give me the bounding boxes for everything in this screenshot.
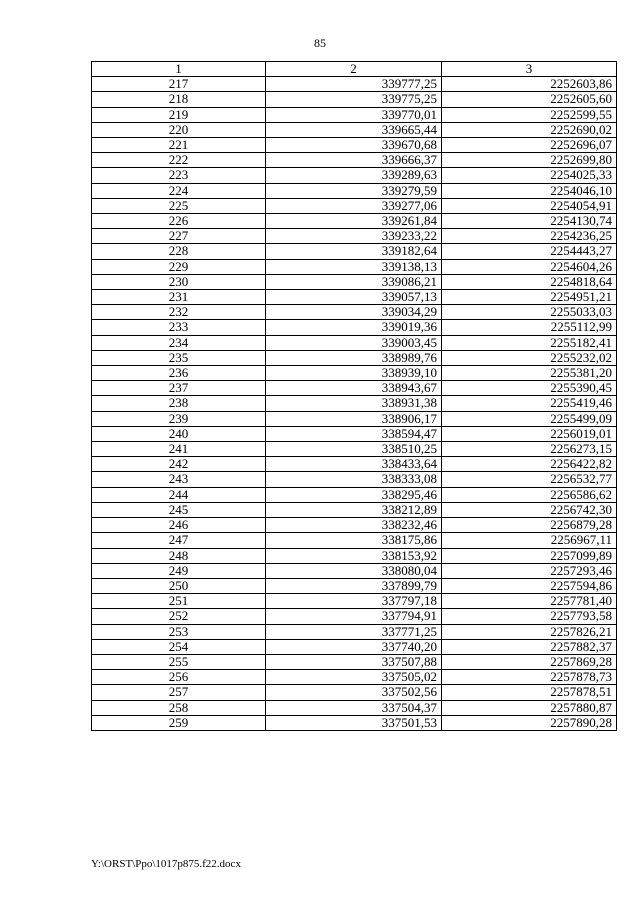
x-coordinate-cell: 338295,46	[266, 487, 442, 502]
x-coordinate-cell: 339777,25	[266, 77, 442, 92]
x-coordinate-cell: 338939,10	[266, 366, 442, 381]
y-coordinate-cell: 2252699,80	[442, 153, 617, 168]
y-coordinate-cell: 2254025,33	[442, 168, 617, 183]
x-coordinate-cell: 338080,04	[266, 563, 442, 578]
y-coordinate-cell: 2256742,30	[442, 502, 617, 517]
table-header	[92, 62, 617, 77]
x-coordinate-cell: 339233,22	[266, 229, 442, 244]
y-coordinate-cell: 2254951,21	[442, 290, 617, 305]
x-coordinate-cell: 339277,06	[266, 198, 442, 213]
y-coordinate-cell: 2252690,02	[442, 122, 617, 137]
x-coordinate-cell: 339666,37	[266, 153, 442, 168]
point-number-cell: 231	[92, 290, 266, 305]
y-coordinate-cell: 2254054,91	[442, 198, 617, 213]
y-coordinate-cell: 2255390,45	[442, 381, 617, 396]
table-row	[92, 77, 617, 92]
point-number-cell: 253	[92, 624, 266, 639]
table-row	[92, 107, 617, 122]
table-row	[92, 320, 617, 335]
x-coordinate-cell: 337504,37	[266, 700, 442, 715]
table-row	[92, 715, 617, 730]
x-coordinate-cell: 338594,47	[266, 426, 442, 441]
x-coordinate-cell: 339138,13	[266, 259, 442, 274]
x-coordinate-cell: 337797,18	[266, 594, 442, 609]
table-row	[92, 563, 617, 578]
table-row	[92, 305, 617, 320]
point-number-cell: 230	[92, 274, 266, 289]
coordinates-table	[91, 61, 617, 731]
y-coordinate-cell: 2254130,74	[442, 214, 617, 229]
point-number-cell: 229	[92, 259, 266, 274]
y-coordinate-cell: 2257793,58	[442, 609, 617, 624]
x-coordinate-cell: 339770,01	[266, 107, 442, 122]
table-row	[92, 153, 617, 168]
table-row	[92, 244, 617, 259]
y-coordinate-cell: 2256879,28	[442, 518, 617, 533]
y-coordinate-cell: 2254236,25	[442, 229, 617, 244]
y-coordinate-cell: 2256019,01	[442, 426, 617, 441]
x-coordinate-cell: 337501,53	[266, 715, 442, 730]
table-row	[92, 274, 617, 289]
table-row	[92, 366, 617, 381]
point-number-cell: 257	[92, 685, 266, 700]
column-header-1: 1	[92, 62, 266, 77]
point-number-cell: 217	[92, 77, 266, 92]
x-coordinate-cell: 339279,59	[266, 183, 442, 198]
point-number-cell: 236	[92, 366, 266, 381]
point-number-cell: 237	[92, 381, 266, 396]
table-row	[92, 700, 617, 715]
y-coordinate-cell: 2257781,40	[442, 594, 617, 609]
x-coordinate-cell: 339034,29	[266, 305, 442, 320]
point-number-cell: 227	[92, 229, 266, 244]
y-coordinate-cell: 2255419,46	[442, 396, 617, 411]
x-coordinate-cell: 339182,64	[266, 244, 442, 259]
point-number-cell: 241	[92, 442, 266, 457]
y-coordinate-cell: 2255112,99	[442, 320, 617, 335]
x-coordinate-cell: 339670,68	[266, 138, 442, 153]
point-number-cell: 248	[92, 548, 266, 563]
y-coordinate-cell: 2257890,28	[442, 715, 617, 730]
table-row	[92, 639, 617, 654]
x-coordinate-cell: 338175,86	[266, 533, 442, 548]
table-row	[92, 457, 617, 472]
header-row	[92, 62, 617, 77]
y-coordinate-cell: 2257878,73	[442, 670, 617, 685]
table-row	[92, 426, 617, 441]
point-number-cell: 234	[92, 335, 266, 350]
x-coordinate-cell: 339019,36	[266, 320, 442, 335]
point-number-cell: 258	[92, 700, 266, 715]
x-coordinate-cell: 337771,25	[266, 624, 442, 639]
table-row	[92, 548, 617, 563]
point-number-cell: 228	[92, 244, 266, 259]
table-row	[92, 198, 617, 213]
point-number-cell: 244	[92, 487, 266, 502]
table-row	[92, 670, 617, 685]
point-number-cell: 240	[92, 426, 266, 441]
table-row	[92, 594, 617, 609]
point-number-cell: 252	[92, 609, 266, 624]
point-number-cell: 222	[92, 153, 266, 168]
point-number-cell: 226	[92, 214, 266, 229]
table-row	[92, 381, 617, 396]
y-coordinate-cell: 2257293,46	[442, 563, 617, 578]
y-coordinate-cell: 2255381,20	[442, 366, 617, 381]
table-body	[92, 77, 617, 731]
point-number-cell: 239	[92, 411, 266, 426]
table-row	[92, 411, 617, 426]
x-coordinate-cell: 338212,89	[266, 502, 442, 517]
x-coordinate-cell: 339289,63	[266, 168, 442, 183]
page-number: 85	[314, 36, 326, 50]
y-coordinate-cell: 2255232,02	[442, 350, 617, 365]
x-coordinate-cell: 339775,25	[266, 92, 442, 107]
point-number-cell: 219	[92, 107, 266, 122]
table-row	[92, 335, 617, 350]
point-number-cell: 243	[92, 472, 266, 487]
table-row	[92, 624, 617, 639]
table-row	[92, 518, 617, 533]
footer-file-path: Y:\ORST\Ppo\1017p875.f22.docx	[91, 858, 241, 870]
table-row	[92, 654, 617, 669]
column-header-3: 3	[442, 62, 617, 77]
table-row	[92, 259, 617, 274]
y-coordinate-cell: 2257880,87	[442, 700, 617, 715]
x-coordinate-cell: 338943,67	[266, 381, 442, 396]
x-coordinate-cell: 339086,21	[266, 274, 442, 289]
y-coordinate-cell: 2255182,41	[442, 335, 617, 350]
y-coordinate-cell: 2254604,26	[442, 259, 617, 274]
table-row	[92, 138, 617, 153]
point-number-cell: 221	[92, 138, 266, 153]
y-coordinate-cell: 2257594,86	[442, 578, 617, 593]
x-coordinate-cell: 338232,46	[266, 518, 442, 533]
table-row	[92, 290, 617, 305]
x-coordinate-cell: 337740,20	[266, 639, 442, 654]
y-coordinate-cell: 2252599,55	[442, 107, 617, 122]
point-number-cell: 251	[92, 594, 266, 609]
x-coordinate-cell: 338989,76	[266, 350, 442, 365]
x-coordinate-cell: 339057,13	[266, 290, 442, 305]
x-coordinate-cell: 337899,79	[266, 578, 442, 593]
x-coordinate-cell: 337507,88	[266, 654, 442, 669]
point-number-cell: 249	[92, 563, 266, 578]
table-row	[92, 533, 617, 548]
point-number-cell: 254	[92, 639, 266, 654]
point-number-cell: 218	[92, 92, 266, 107]
point-number-cell: 250	[92, 578, 266, 593]
table-row	[92, 396, 617, 411]
y-coordinate-cell: 2257878,51	[442, 685, 617, 700]
y-coordinate-cell: 2254046,10	[442, 183, 617, 198]
y-coordinate-cell: 2256422,82	[442, 457, 617, 472]
table-row	[92, 183, 617, 198]
y-coordinate-cell: 2252603,86	[442, 77, 617, 92]
y-coordinate-cell: 2257869,28	[442, 654, 617, 669]
y-coordinate-cell: 2252605,60	[442, 92, 617, 107]
x-coordinate-cell: 339665,44	[266, 122, 442, 137]
y-coordinate-cell: 2256586,62	[442, 487, 617, 502]
table-row	[92, 502, 617, 517]
point-number-cell: 246	[92, 518, 266, 533]
column-header-2: 2	[266, 62, 442, 77]
x-coordinate-cell: 338931,38	[266, 396, 442, 411]
x-coordinate-cell: 339003,45	[266, 335, 442, 350]
y-coordinate-cell: 2257882,37	[442, 639, 617, 654]
x-coordinate-cell: 339261,84	[266, 214, 442, 229]
point-number-cell: 259	[92, 715, 266, 730]
y-coordinate-cell: 2256967,11	[442, 533, 617, 548]
x-coordinate-cell: 337794,91	[266, 609, 442, 624]
table-row	[92, 685, 617, 700]
table-row	[92, 168, 617, 183]
x-coordinate-cell: 338906,17	[266, 411, 442, 426]
table-row	[92, 92, 617, 107]
point-number-cell: 235	[92, 350, 266, 365]
y-coordinate-cell: 2255033,03	[442, 305, 617, 320]
point-number-cell: 233	[92, 320, 266, 335]
y-coordinate-cell: 2255499,09	[442, 411, 617, 426]
table-row	[92, 487, 617, 502]
x-coordinate-cell: 338433,64	[266, 457, 442, 472]
table-row	[92, 578, 617, 593]
point-number-cell: 225	[92, 198, 266, 213]
point-number-cell: 247	[92, 533, 266, 548]
point-number-cell: 224	[92, 183, 266, 198]
point-number-cell: 242	[92, 457, 266, 472]
point-number-cell: 245	[92, 502, 266, 517]
y-coordinate-cell: 2254818,64	[442, 274, 617, 289]
table-row	[92, 229, 617, 244]
y-coordinate-cell: 2254443,27	[442, 244, 617, 259]
table-row	[92, 122, 617, 137]
table-row	[92, 609, 617, 624]
y-coordinate-cell: 2256532,77	[442, 472, 617, 487]
point-number-cell: 255	[92, 654, 266, 669]
y-coordinate-cell: 2257826,21	[442, 624, 617, 639]
y-coordinate-cell: 2256273,15	[442, 442, 617, 457]
x-coordinate-cell: 337505,02	[266, 670, 442, 685]
x-coordinate-cell: 337502,56	[266, 685, 442, 700]
point-number-cell: 238	[92, 396, 266, 411]
y-coordinate-cell: 2257099,89	[442, 548, 617, 563]
table-row	[92, 350, 617, 365]
x-coordinate-cell: 338153,92	[266, 548, 442, 563]
x-coordinate-cell: 338510,25	[266, 442, 442, 457]
point-number-cell: 220	[92, 122, 266, 137]
table-row	[92, 472, 617, 487]
point-number-cell: 256	[92, 670, 266, 685]
point-number-cell: 232	[92, 305, 266, 320]
point-number-cell: 223	[92, 168, 266, 183]
table-row	[92, 442, 617, 457]
y-coordinate-cell: 2252696,07	[442, 138, 617, 153]
x-coordinate-cell: 338333,08	[266, 472, 442, 487]
table-row	[92, 214, 617, 229]
